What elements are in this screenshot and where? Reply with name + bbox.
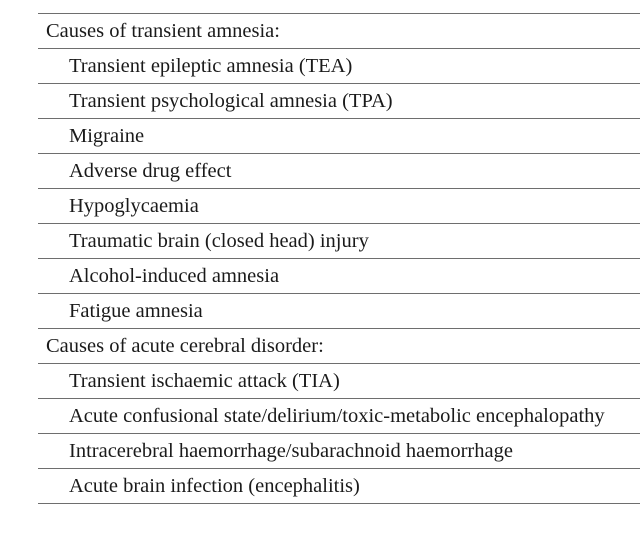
list-item: Adverse drug effect (38, 154, 640, 189)
list-item: Acute confusional state/delirium/toxic-metabolic encephalopathy (38, 399, 640, 434)
list-item: Intracerebral haemorrhage/subarachnoid haemorrhage (38, 434, 640, 469)
list-item: Transient epileptic amnesia (TEA) (38, 49, 640, 84)
list-item: Acute brain infection (encephalitis) (38, 469, 640, 504)
list-item: Alcohol-induced amnesia (38, 259, 640, 294)
list-item: Hypoglycaemia (38, 189, 640, 224)
section-heading-acute-cerebral-disorder: Causes of acute cerebral disorder: (38, 329, 640, 364)
section-heading-transient-amnesia: Causes of transient amnesia: (38, 14, 640, 49)
list-item: Traumatic brain (closed head) injury (38, 224, 640, 259)
causes-table (38, 13, 640, 504)
list-item: Fatigue amnesia (38, 294, 640, 329)
list-item: Migraine (38, 119, 640, 154)
list-item: Transient ischaemic attack (TIA) (38, 364, 640, 399)
list-item: Transient psychological amnesia (TPA) (38, 84, 640, 119)
